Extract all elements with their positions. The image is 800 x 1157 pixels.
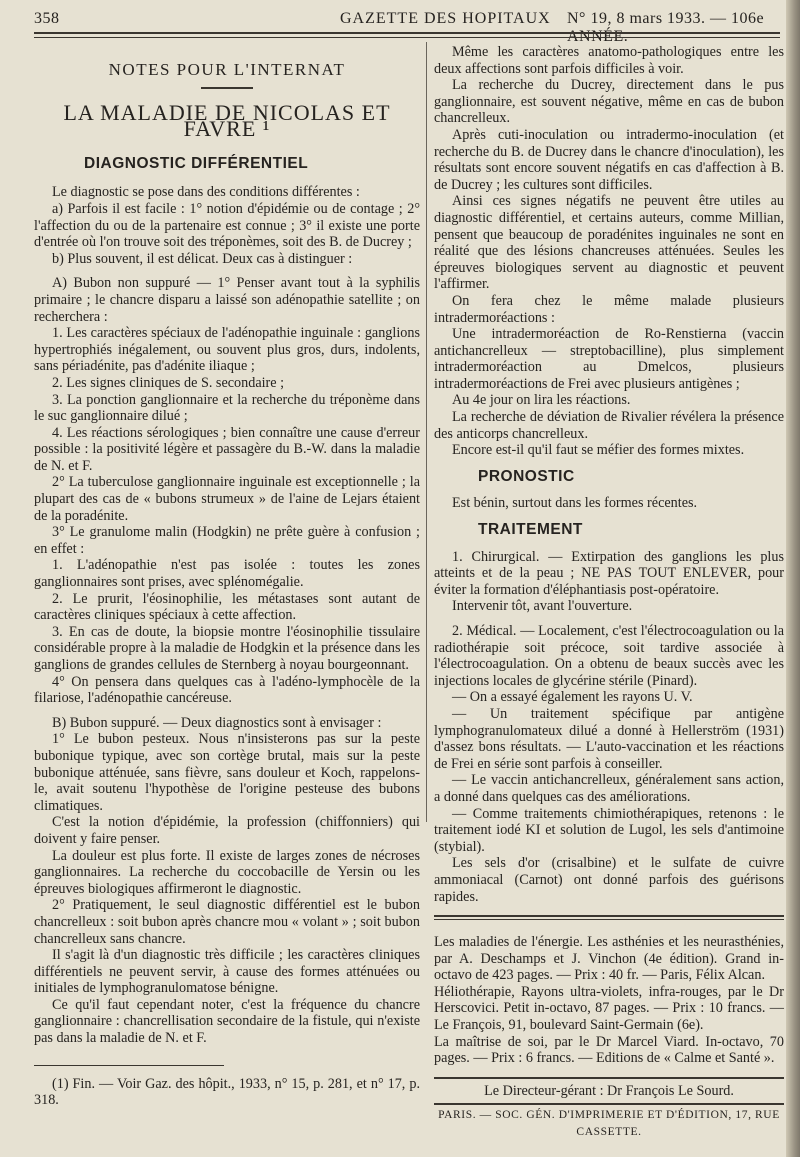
footnote: (1) Fin. — Voir Gaz. des hôpit., 1933, n° 15, p. 281, et n° 17, p. 318.	[34, 1075, 420, 1109]
paragraph: Le diagnostic se pose dans des conditions différentes :	[52, 184, 360, 201]
paragraph: 3. La ponction ganglionnaire et la recherche du tréponème dans le suc ganglionnaire dilué ;	[34, 391, 420, 425]
books-rule-thin	[434, 919, 784, 920]
paragraph: 2. Médical. — Localement, c'est l'électrocoagulation ou la radiothérapie soit précoce, soit tardive associée à l'électrocoagulation. On a obtenu de beaux succès avec les injections locales de glycérine stérile (Pinard).	[434, 623, 784, 689]
books-rule	[434, 915, 784, 917]
paragraph: Intervenir tôt, avant l'ouverture.	[452, 598, 633, 615]
book-notice: Héliothérapie, Rayons ultra-violets, infra-rouges, par le Dr Herscovici. Petit in-octavo, 87 pages. — Prix : 10 francs. — Le François, 91, boulevard Saint-Germain (6e).	[434, 983, 784, 1034]
paragraph: 1° Le bubon pesteux. Nous n'insisterons pas sur la peste bubonique typique, avec son cortège brutal, mais sur la peste bubonique atténuée, sans fièvre, sans douleur et Koch, rappelons-le, avait soutenu l'hypothèse de l'origine pesteuse des bubons climatiques.	[34, 731, 420, 814]
paragraph: — Le vaccin antichancrelleux, généralement sans action, a donné dans quelques cas des améliorations.	[434, 772, 784, 805]
paragraph: 1. Chirurgical. — Extirpation des ganglions les plus atteints et de la peau ; NE PAS TOUT ENLEVER, pour éviter la formation d'éléphantiasis post-opératoire.	[434, 548, 784, 598]
paragraph: Au 4e jour on lira les réactions.	[452, 392, 631, 409]
paragraph: 2. Les signes cliniques de S. secondaire ;	[52, 374, 285, 391]
paragraph: — On a essayé également les rayons U. V.	[452, 689, 693, 706]
paragraph: Après cuti-inoculation ou intradermo-inoculation (et recherche du B. de Ducrey dans le chancre d'inoculation), les résultats sont encore souvent négatifs en cas d'affection à B. de Ducrey ; les cultures sont difficiles.	[434, 126, 784, 193]
paragraph: 4° On pensera dans quelques cas à l'adéno-lymphocèle de la filariose, l'adénopathie cancéreuse.	[34, 673, 420, 707]
director-line: Le Directeur-gérant : Dr François Le Sourd.	[484, 1082, 734, 1099]
paragraph: Ainsi ces signes négatifs ne peuvent être utiles au diagnostic différentiel, et certains auteurs, comme Millian, pensent que beaucoup de poradénites inguinales ne sont en réalité que des lésions chancreuses atténuées. Seules les épreuves biologiques servent au diagnostic et peuvent l'affirmer.	[434, 193, 784, 293]
paragraph: Une intradermoréaction de Ro-Renstierna (vaccin antichancrelleux — streptobacilline), plus simplement intradermoréaction au Dmelcos, plusieurs intradermoréactions de Frei avec plusieurs antigènes ;	[434, 326, 784, 392]
paragraph: 2. Le prurit, l'éosinophilie, les métastases sont autant de caractères cliniques spéciaux à cette affection.	[34, 590, 420, 624]
paragraph: 3. En cas de doute, la biopsie montre l'éosinophilie tissulaire considérable propre à la maladie de Hodgkin et la présence dans les ganglions de grandes cellules de Sternberg à noyau bourgeonnant.	[34, 623, 420, 673]
paragraph: B) Bubon suppuré. — Deux diagnostics sont à envisager :	[52, 714, 382, 731]
paragraph: 2° Pratiquement, le seul diagnostic différentiel est le bubon chancrelleux : soit bubon après chancre mou « volant » ; soit bubon chancrelleux sans chancre.	[34, 897, 420, 947]
section-heading-diagnostic: DIAGNOSTIC DIFFÉRENTIEL	[84, 154, 309, 172]
header-rule-thin	[34, 37, 780, 38]
paragraph: La recherche du Ducrey, directement dans le pus ganglionnaire, est souvent négative, même en cas de bubon chancrelleux.	[434, 77, 784, 127]
section-heading-prognostic: PRONOSTIC	[478, 467, 575, 485]
header-rule	[34, 32, 780, 34]
paragraph: On fera chez le même malade plusieurs intradermoréactions :	[434, 292, 784, 326]
journal-title: GAZETTE DES HOPITAUX	[340, 10, 551, 27]
paragraph: La douleur est plus forte. Il existe de larges zones de nécroses ganglionnaires. La recherche du coccobacille de Yersin ou les épreuves biologiques affirmeront le diagnostic.	[34, 847, 420, 897]
paragraph: La recherche de déviation de Rivalier révélera la présence des anticorps chancrelleux.	[434, 409, 784, 442]
paragraph: 4. Les réactions sérologiques ; bien connaître une cause d'erreur possible : la positivité légère et passagère du B.-W. dans la maladie de N. et F.	[34, 424, 420, 474]
paragraph: Ce qu'il faut cependant noter, c'est la fréquence du chancre ganglionnaire : chancrellisation secondaire de la fistule, qui n'existe pas dans la maladie de N. et F.	[34, 996, 420, 1047]
printer-rule	[434, 1103, 784, 1105]
paragraph: a) Parfois il est facile : 1° notion d'épidémie ou de contage ; 2° l'affection du ou de la partenaire est connue ; 3° il existe une porte d'entrée où l'on trouve soit des tréponèmes, soit des B. de Ducrey ;	[34, 200, 420, 251]
left-column	[34, 62, 420, 1109]
paragraph: b) Plus souvent, il est délicat. Deux cas à distinguer :	[52, 250, 353, 267]
paragraph: A) Bubon non suppuré — 1° Penser avant tout à la syphilis primaire ; le chancre disparu a laissé son adénopathie satellite ; on recherchera :	[34, 275, 420, 325]
section-kicker: NOTES POUR L'INTERNAT	[108, 60, 346, 79]
paragraph: Il s'agit là d'un diagnostic très difficile ; les caractères cliniques différentiels ne peuvent servir, à cause des formes atténuées ou initiales de lymphogranulomatose bénigne.	[34, 947, 420, 997]
paragraph: C'est la notion d'épidémie, la profession (chiffonniers) qui doivent y faire penser.	[34, 814, 420, 847]
director-rule	[434, 1077, 784, 1079]
paragraph: 1. Les caractères spéciaux de l'adénopathie inguinale : ganglions hypertrophiés inégalement, ou souvent plus gros, durs, indolents, sans périadénite, pas d'adénite iliaque ;	[34, 325, 420, 375]
paragraph: 1. L'adénopathie n'est pas isolée : toutes les zones ganglionnaires sont prises, avec splénomégalie.	[34, 557, 420, 591]
kicker-rule	[201, 87, 253, 89]
paragraph: 3° Le granulome malin (Hodgkin) ne prête guère à confusion ; en effet :	[34, 524, 420, 557]
book-notice: La maîtrise de soi, par le Dr Marcel Viard. In-octavo, 70 pages. — Prix : 6 francs. — Editions de « Calme et Santé ».	[434, 1033, 784, 1067]
paragraph: Les sels d'or (crisalbine) et le sulfate de cuivre ammoniacal (Carnot) ont donné parfois des guérisons rapides.	[434, 855, 784, 905]
paragraph: — Un traitement spécifique par antigène lymphogranulomateux dilué a donné à Hellerström (1931) d'assez bons résultats. — L'auto-vaccination et les réactions de Frei en série sont parfois à conseiller.	[434, 705, 784, 772]
issue-info: N° 19, 8 mars 1933. — 106e ANNÉE.	[567, 10, 765, 45]
page-number: 358	[34, 10, 60, 27]
paragraph: Même les caractères anatomo-pathologiques entre les deux affections sont parfois difficiles à voir.	[434, 44, 784, 77]
paragraph: Est bénin, surtout dans les formes récentes.	[452, 495, 698, 512]
paragraph: Encore est-il qu'il faut se méfier des formes mixtes.	[452, 442, 745, 459]
book-spine	[786, 0, 800, 1157]
paragraph: — Comme traitements chimiothérapiques, retenons : le traitement iodé KI et solution de Lugol, les sels d'antimoine (stybial).	[434, 805, 784, 855]
section-heading-treatment: TRAITEMENT	[478, 521, 583, 539]
right-column	[434, 44, 784, 1141]
page-header	[34, 8, 784, 45]
article-title: LA MALADIE DE NICOLAS ET FAVRE ¹	[63, 99, 391, 142]
paragraph: 2° La tuberculose ganglionnaire inguinale est exceptionnelle ; la plupart des cas de « bubons strumeux » de l'aine de Lejars étaient de la poradénite.	[34, 474, 420, 524]
column-divider	[426, 42, 427, 822]
book-notice: Les maladies de l'énergie. Les asthénies et les neurasthénies, par A. Deschamps et J. Vinchon (4e édition). Grand in-octavo de 423 pages. — Prix : 40 fr. — Paris, Félix Alcan.	[434, 934, 784, 984]
footnote-rule	[34, 1065, 224, 1066]
printer-line: PARIS. — SOC. GÉN. D'IMPRIMERIE ET D'ÉDITION, 17, RUE CASSETTE.	[438, 1109, 780, 1139]
